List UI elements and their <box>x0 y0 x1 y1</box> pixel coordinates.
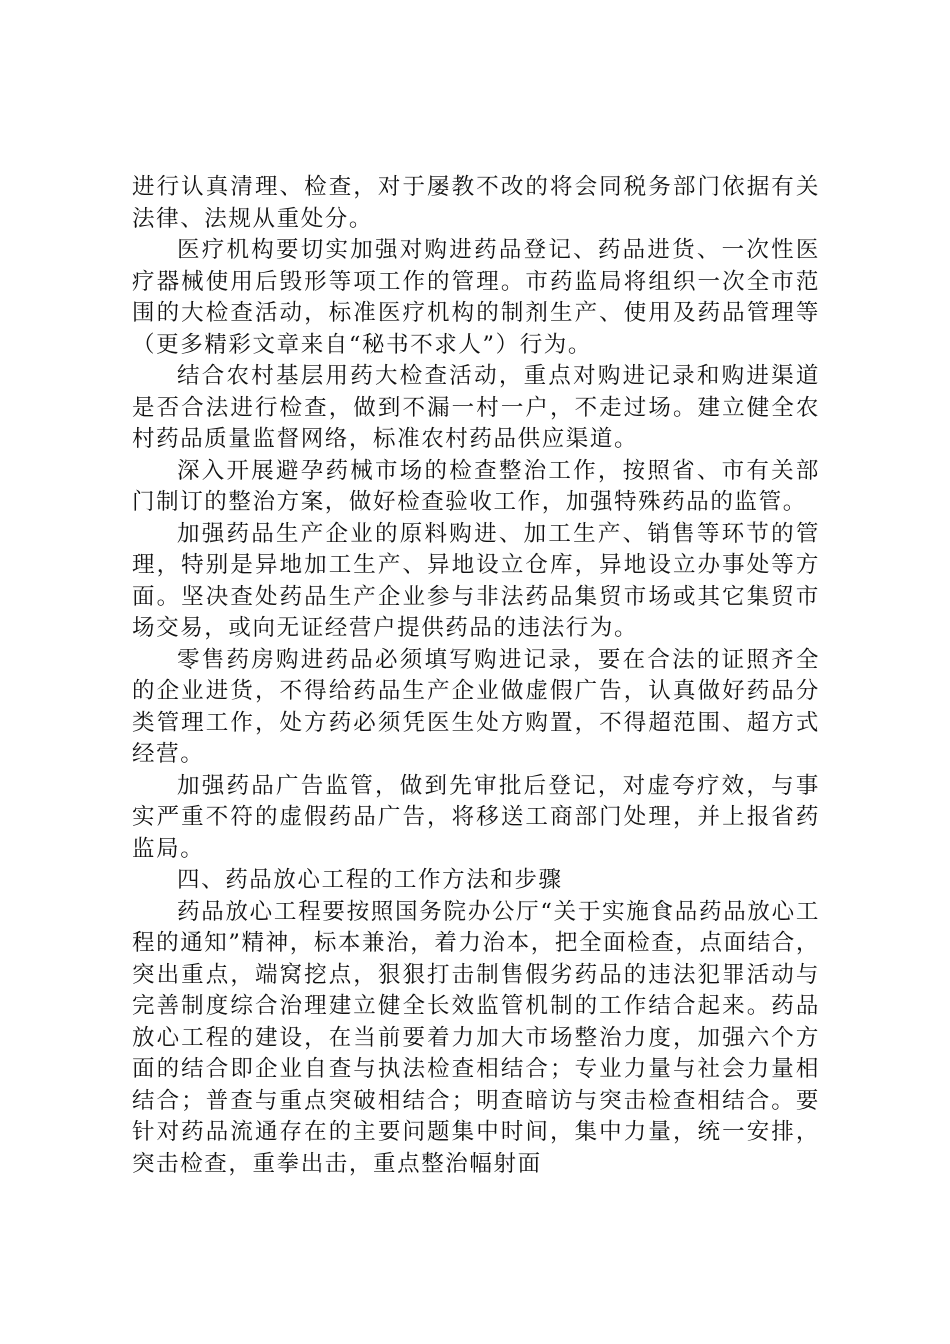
paragraph-advertising: 加强药品广告监管，做到先审批后登记，对虚夸疗效，与事实严重不符的虚假药品广告，将移送工商部门处理，并上报省药监局。 <box>132 772 820 862</box>
paragraph-retail-pharmacies: 零售药房购进药品必须填写购进记录，要在合法的证照齐全的企业进货，不得给药品生产企业做虚假广告，认真做好药品分类管理工作，处方药必须凭医生处方购置，不得超范围、超方式经营。 <box>132 646 820 767</box>
paragraph-contraceptive-market: 深入开展避孕药械市场的检查整治工作，按照省、市有关部门制订的整治方案，做好检查验收工作，加强特殊药品的监管。 <box>132 457 820 515</box>
paragraph-medical-institutions: 医疗机构要切实加强对购进药品登记、药品进货、一次性医疗器械使用后毁形等项工作的管理。市药监局将组织一次全市范围的大检查活动，标准医疗机构的制剂生产、使用及药品管理等（更多精彩文章来自“秘书不求人”）行为。 <box>132 237 820 358</box>
paragraph-rural-inspection: 结合农村基层用药大检查活动，重点对购进记录和购进渠道是否合法进行检查，做到不漏一村一户，不走过场。建立健全农村药品质量监督网络，标准农村药品供应渠道。 <box>132 363 820 452</box>
document-body <box>132 172 820 1180</box>
paragraph-project-methods: 药品放心工程要按照国务院办公厅“关于实施食品药品放心工程的通知”精神，标本兼治，着力治本，把全面检查，点面结合，突出重点，端窝挖点，狠狠打击制售假劣药品的违法犯罪活动与完善制度综合治理建立健全长效监管机制的工作结合起来。药品放心工程的建设，在当前要着力加大市场整治力度，加强六个方面的结合即企业自查与执法检查相结合；专业力量与社会力量相结合；普查与重点突破相结合；明查暗访与突击检查相结合。要针对药品流通存在的主要问题集中时间，集中力量，统一安排，突击检查，重拳出击，重点整治幅射面 <box>132 898 820 1177</box>
section-heading-methods: 四、药品放心工程的工作方法和步骤 <box>177 867 563 893</box>
paragraph-continuation: 进行认真清理、检查，对于屡教不改的将会同税务部门依据有关法律、法规从重处分。 <box>132 174 820 232</box>
paragraph-manufacturers: 加强药品生产企业的原料购进、加工生产、销售等环节的管理，特别是异地加工生产、异地设立仓库，异地设立办事处等方面。坚决查处药品生产企业参与非法药品集贸市场或其它集贸市场交易，或向无证经营户提供药品的违法行为。 <box>132 520 820 641</box>
